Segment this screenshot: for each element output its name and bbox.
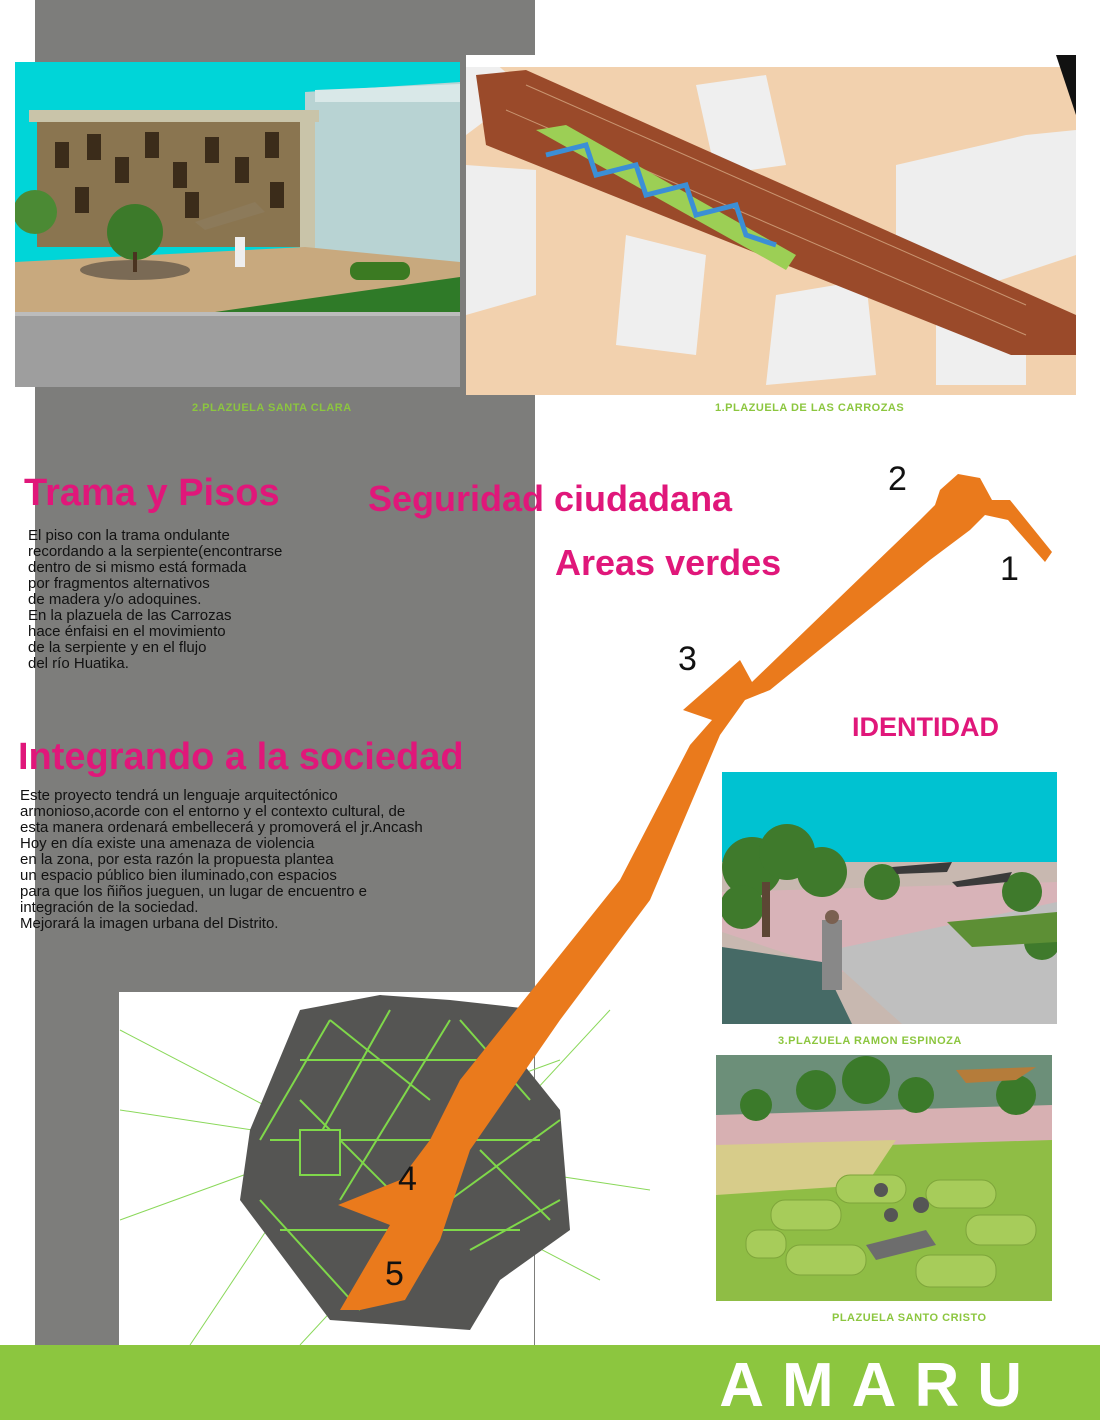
santo-cristo-caption: PLAZUELA SANTO CRISTO	[832, 1312, 987, 1324]
path-number-4: 4	[398, 1160, 417, 1198]
path-number-5: 5	[385, 1255, 404, 1293]
path-number-3: 3	[678, 640, 697, 678]
identidad-heading: IDENTIDAD	[852, 712, 999, 742]
ramon-espinoza-caption: 3.PLAZUELA RAMON ESPINOZA	[778, 1035, 962, 1047]
carrozas-caption: 1.PLAZUELA DE LAS CARROZAS	[715, 402, 905, 414]
path-number-1: 1	[1000, 550, 1019, 588]
seguridad-heading: Seguridad ciudadana	[368, 478, 733, 519]
santa-clara-caption: 2.PLAZUELA SANTA CLARA	[192, 402, 352, 414]
areas-verdes-heading: Areas verdes	[555, 542, 782, 583]
trama-heading: Trama y Pisos	[24, 472, 280, 514]
brand-title: AMARU	[719, 1351, 1040, 1420]
trama-paragraph: El piso con la trama ondulante recordando a la serpiente(encontrarse dentro de si mismo está formada por fragmentos alternativos de madera y/o adoquines. En la plazuela de las Carrozas hace énfaisi en el movimiento de la serpiente y en el flujo del río Huatika.	[28, 527, 283, 672]
integrando-paragraph: Este proyecto tendrá un lenguaje arquitectónico armonioso,acorde con el entorno y el contexto cultural, de esta manera ordenará embellecerá y promoverá el jr.Ancash Hoy en día existe una amenaza de violencia en la zona, por esta razón la propuesta plantea un espacio público bien iluminado,con espacios para que los ñiños jueguen, un lugar de encuentro e integración de la sociedad. Mejorará la imagen urbana del Distrito.	[20, 787, 423, 932]
ramon-espinoza-render	[722, 772, 1057, 1024]
integrando-heading: Integrando a la sociedad	[18, 736, 464, 778]
path-number-2: 2	[888, 460, 907, 498]
santo-cristo-render	[716, 1055, 1052, 1301]
